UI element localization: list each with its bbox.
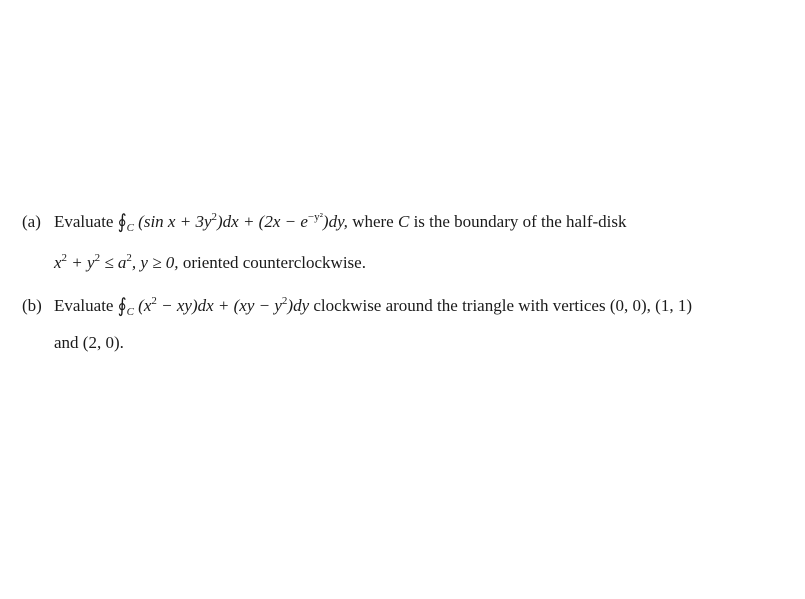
contour-integral-icon: ∮ <box>117 294 127 317</box>
part-a-integrand: (sin $x + 3y^2)dx + (2x - e^{-y^2})dy$, <box>138 211 348 231</box>
part-b-integrand: $(x^2 - xy)dx + (xy - y^2)dy$ <box>138 295 310 315</box>
part-a-contour-sub: C <box>126 222 134 234</box>
part-b-line-1 <box>22 290 692 323</box>
part-b-text-triangle: clockwise around the triangle with vertices (0, 0), (1, 1) <box>309 296 692 315</box>
part-a-marker: (a) <box>22 212 41 231</box>
part-a-line-2 <box>54 247 366 274</box>
part-a-region: $x^2 + y^2 \le a^2$, y ≥ 0, <box>54 252 179 272</box>
part-b-verb: Evaluate <box>54 296 114 315</box>
part-b-contour-sub: C <box>126 306 134 318</box>
part-b-line-2 <box>54 332 124 354</box>
part-a-integral <box>117 210 134 234</box>
part-a-orientation: oriented counterclockwise. <box>178 253 366 272</box>
part-a-text-where: where <box>347 212 398 231</box>
part-b-last-vertex: and (2, 0). <box>54 333 124 352</box>
part-b-marker: (b) <box>22 296 42 315</box>
part-a-text-boundary: is the boundary of the half-disk <box>409 212 627 231</box>
part-a-line-1 <box>22 206 627 239</box>
part-b-integral <box>117 294 134 318</box>
contour-integral-icon: ∮ <box>117 210 127 233</box>
part-a-var-c: C <box>397 212 410 231</box>
part-a-verb: Evaluate <box>54 212 114 231</box>
